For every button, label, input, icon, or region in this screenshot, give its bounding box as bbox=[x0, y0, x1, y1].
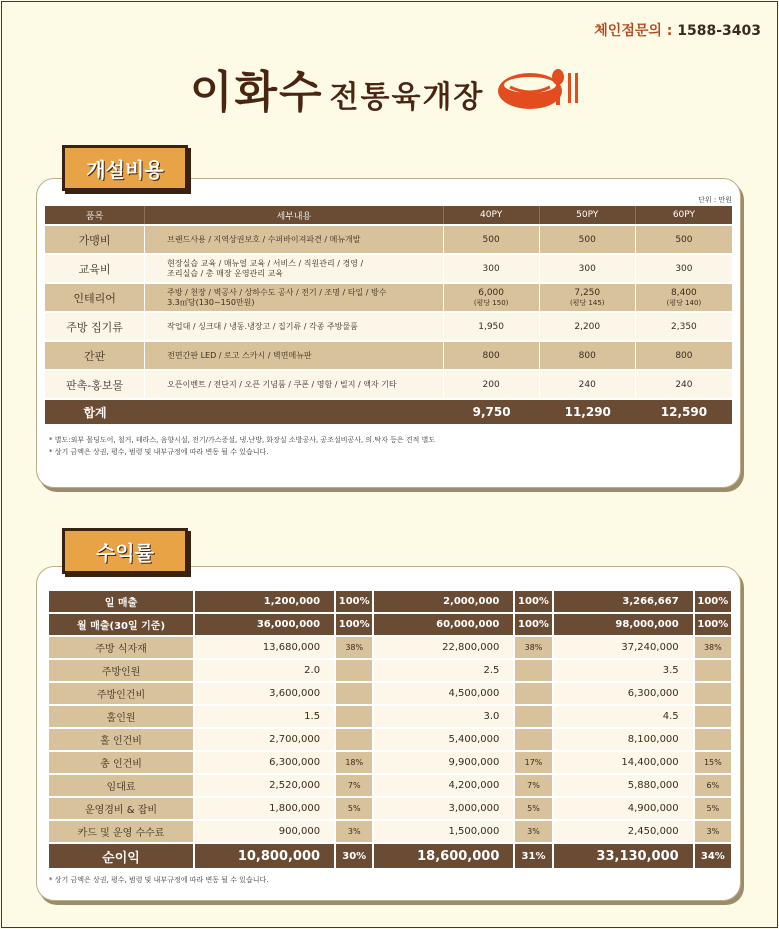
row-label: 월 매출(30일 기준) bbox=[49, 614, 193, 635]
percent-cell bbox=[693, 683, 731, 704]
row-label: 주방 식자재 bbox=[49, 637, 193, 658]
row-label: 총 인건비 bbox=[49, 752, 193, 773]
value-cell: 6,300,000 bbox=[552, 683, 693, 704]
percent-cell: 100% bbox=[693, 591, 731, 612]
note-line: * 별도:외부 몰딩도어, 철거, 테라스, 음향시설, 전기/가스증설, 냉.난방, 화장실 소방공사, 공조설비공사, 의.탁자 등은 견적 별도 bbox=[49, 436, 436, 444]
percent-cell: 5% bbox=[693, 798, 731, 819]
cost-50py: 800 bbox=[540, 342, 636, 369]
item-detail: 현장실습 교육 / 매뉴얼 교육 / 서비스 / 직원관리 / 경영 / 조리실습 / 총 매장 운영관리 교육 bbox=[145, 255, 443, 282]
contact-info bbox=[594, 20, 761, 40]
value-cell: 3.0 bbox=[372, 706, 513, 727]
cost-60py: 300 bbox=[636, 255, 732, 282]
contact-separator: : bbox=[661, 23, 678, 39]
table-row bbox=[49, 660, 731, 681]
percent-cell: 3% bbox=[334, 821, 372, 842]
total-row bbox=[45, 400, 732, 424]
percent-cell: 31% bbox=[513, 844, 551, 868]
item-name: 주방 집기류 bbox=[45, 313, 145, 340]
row-label: 홀 인건비 bbox=[49, 729, 193, 750]
cost-50py: 2,200 bbox=[540, 313, 636, 340]
cost-60py: 800 bbox=[636, 342, 732, 369]
section-tag-opening-cost: 개설비용 bbox=[62, 145, 188, 191]
table-row bbox=[49, 844, 731, 868]
value-cell: 5,880,000 bbox=[552, 775, 693, 796]
cost-40py: 800 bbox=[444, 342, 540, 369]
percent-cell: 100% bbox=[693, 614, 731, 635]
percent-cell: 3% bbox=[693, 821, 731, 842]
table-row bbox=[49, 683, 731, 704]
percent-cell: 30% bbox=[334, 844, 372, 868]
percent-cell: 7% bbox=[513, 775, 551, 796]
value-cell: 6,300,000 bbox=[193, 752, 334, 773]
percent-cell: 38% bbox=[513, 637, 551, 658]
brand-name: 이화수 전통육개장 bbox=[190, 67, 485, 118]
percent-cell: 15% bbox=[693, 752, 731, 773]
cost-60py: 2,350 bbox=[636, 313, 732, 340]
value-cell: 4,200,000 bbox=[372, 775, 513, 796]
value-cell: 22,800,000 bbox=[372, 637, 513, 658]
item-name: 판촉-홍보물 bbox=[45, 371, 145, 398]
table-row bbox=[45, 313, 732, 340]
item-detail: 오픈이벤트 / 전단지 / 오픈 기념품 / 쿠폰 / 명함 / 빌지 / 액자 기타 bbox=[145, 371, 443, 398]
cost-40py: 200 bbox=[444, 371, 540, 398]
item-name: 인테리어 bbox=[45, 284, 145, 311]
cost-60py: 240 bbox=[636, 371, 732, 398]
cost-notes bbox=[49, 434, 435, 458]
value-cell: 2,520,000 bbox=[193, 775, 334, 796]
table-row bbox=[49, 591, 731, 612]
table-row bbox=[49, 752, 731, 773]
value-cell: 37,240,000 bbox=[552, 637, 693, 658]
cost-60py: 500 bbox=[636, 226, 732, 253]
brand-logo bbox=[190, 58, 610, 118]
percent-cell bbox=[513, 660, 551, 681]
percent-cell: 6% bbox=[693, 775, 731, 796]
cost-50py: 500 bbox=[540, 226, 636, 253]
cost-40py: 500 bbox=[444, 226, 540, 253]
table-row bbox=[49, 614, 731, 635]
row-label: 홀인원 bbox=[49, 706, 193, 727]
value-cell: 1,800,000 bbox=[193, 798, 334, 819]
total-60py: 12,590 bbox=[636, 400, 732, 424]
row-label: 임대료 bbox=[49, 775, 193, 796]
table-row bbox=[49, 798, 731, 819]
value-cell: 2,000,000 bbox=[372, 591, 513, 612]
cost-60py: 8,400 (평당 140) bbox=[636, 284, 732, 311]
value-cell: 36,000,000 bbox=[193, 614, 334, 635]
percent-cell bbox=[334, 729, 372, 750]
row-label: 주방인건비 bbox=[49, 683, 193, 704]
value-cell: 8,100,000 bbox=[552, 729, 693, 750]
item-name: 교육비 bbox=[45, 255, 145, 282]
note-line: * 상기 금액은 상권, 평수, 범령 및 내부규정에 따라 변동 될 수 있습니다. bbox=[49, 448, 269, 456]
value-cell: 10,800,000 bbox=[193, 844, 334, 868]
percent-cell: 17% bbox=[513, 752, 551, 773]
row-label: 운영경비 & 잡비 bbox=[49, 798, 193, 819]
percent-cell: 5% bbox=[513, 798, 551, 819]
percent-cell: 5% bbox=[334, 798, 372, 819]
bowl-icon bbox=[492, 63, 582, 113]
percent-cell bbox=[334, 660, 372, 681]
value-cell: 3,000,000 bbox=[372, 798, 513, 819]
percent-cell bbox=[513, 683, 551, 704]
value-cell: 1.5 bbox=[193, 706, 334, 727]
value-cell: 98,000,000 bbox=[552, 614, 693, 635]
table-row bbox=[49, 637, 731, 658]
profit-note: * 상기 금액은 상권, 평수, 범령 및 내부규정에 따라 변동 될 수 있습니다. bbox=[49, 876, 269, 884]
table-header-row bbox=[45, 206, 732, 224]
table-row bbox=[49, 821, 731, 842]
section-tag-profit: 수익률 bbox=[62, 528, 188, 574]
value-cell: 900,000 bbox=[193, 821, 334, 842]
value-cell: 2.0 bbox=[193, 660, 334, 681]
value-cell: 13,680,000 bbox=[193, 637, 334, 658]
percent-cell bbox=[693, 729, 731, 750]
table-row bbox=[45, 342, 732, 369]
item-detail: 전면간판 LED / 로고 스카시 / 벽면메뉴판 bbox=[145, 342, 443, 369]
unit-label: 단위 : 만원 bbox=[698, 196, 732, 204]
value-cell: 2,700,000 bbox=[193, 729, 334, 750]
value-cell: 14,400,000 bbox=[552, 752, 693, 773]
value-cell: 3.5 bbox=[552, 660, 693, 681]
item-detail: 브랜드사용 / 지역상권보호 / 수퍼바이져파견 / 메뉴개발 bbox=[145, 226, 443, 253]
value-cell: 2.5 bbox=[372, 660, 513, 681]
percent-cell: 100% bbox=[334, 614, 372, 635]
table-row bbox=[49, 729, 731, 750]
contact-number: 1588-3403 bbox=[677, 23, 761, 39]
table-row bbox=[49, 706, 731, 727]
percent-cell: 100% bbox=[513, 614, 551, 635]
item-detail: 주방 / 천장 / 벽공사 / 상하수도 공사 / 전기 / 조명 / 타일 / 방수 3.3㎡당(130~150만원) bbox=[145, 284, 443, 311]
row-label: 일 매출 bbox=[49, 591, 193, 612]
percent-cell: 7% bbox=[334, 775, 372, 796]
column-header: 품목 bbox=[45, 206, 145, 224]
row-label: 카드 및 운영 수수료 bbox=[49, 821, 193, 842]
total-50py: 11,290 bbox=[540, 400, 636, 424]
percent-cell bbox=[513, 729, 551, 750]
percent-cell bbox=[693, 706, 731, 727]
percent-cell: 3% bbox=[513, 821, 551, 842]
opening-cost-table bbox=[45, 204, 732, 426]
contact-label: 체인점문의 bbox=[594, 23, 662, 39]
column-header: 50PY bbox=[540, 206, 636, 224]
item-name: 가맹비 bbox=[45, 226, 145, 253]
total-40py: 9,750 bbox=[444, 400, 540, 424]
column-header: 60PY bbox=[636, 206, 732, 224]
profit-card bbox=[36, 566, 741, 901]
table-row bbox=[45, 226, 732, 253]
percent-cell: 100% bbox=[513, 591, 551, 612]
table-row bbox=[45, 284, 732, 311]
total-label: 합계 bbox=[45, 400, 145, 424]
value-cell: 3,600,000 bbox=[193, 683, 334, 704]
item-detail: 작업대 / 싱크대 / 냉동.냉장고 / 집기류 / 각종 주방물품 bbox=[145, 313, 443, 340]
percent-cell: 100% bbox=[334, 591, 372, 612]
table-row bbox=[49, 775, 731, 796]
percent-cell: 38% bbox=[334, 637, 372, 658]
item-name: 간판 bbox=[45, 342, 145, 369]
cost-40py: 6,000 (평당 150) bbox=[444, 284, 540, 311]
percent-cell: 34% bbox=[693, 844, 731, 868]
cost-50py: 7,250 (평당 145) bbox=[540, 284, 636, 311]
cost-50py: 300 bbox=[540, 255, 636, 282]
percent-cell bbox=[693, 660, 731, 681]
value-cell: 4.5 bbox=[552, 706, 693, 727]
value-cell: 2,450,000 bbox=[552, 821, 693, 842]
percent-cell bbox=[334, 706, 372, 727]
profit-table bbox=[49, 589, 731, 870]
opening-cost-card bbox=[36, 178, 741, 488]
value-cell: 4,500,000 bbox=[372, 683, 513, 704]
percent-cell: 38% bbox=[693, 637, 731, 658]
table-row bbox=[45, 371, 732, 398]
value-cell: 3,266,667 bbox=[552, 591, 693, 612]
percent-cell bbox=[513, 706, 551, 727]
value-cell: 1,200,000 bbox=[193, 591, 334, 612]
row-label: 주방인원 bbox=[49, 660, 193, 681]
column-header: 40PY bbox=[444, 206, 540, 224]
value-cell: 9,900,000 bbox=[372, 752, 513, 773]
value-cell: 5,400,000 bbox=[372, 729, 513, 750]
column-header: 세부내용 bbox=[145, 206, 443, 224]
value-cell: 33,130,000 bbox=[552, 844, 693, 868]
cost-40py: 1,950 bbox=[444, 313, 540, 340]
table-row bbox=[45, 255, 732, 282]
row-label: 순이익 bbox=[49, 844, 193, 868]
cost-50py: 240 bbox=[540, 371, 636, 398]
value-cell: 18,600,000 bbox=[372, 844, 513, 868]
percent-cell bbox=[334, 683, 372, 704]
cost-40py: 300 bbox=[444, 255, 540, 282]
value-cell: 4,900,000 bbox=[552, 798, 693, 819]
value-cell: 60,000,000 bbox=[372, 614, 513, 635]
value-cell: 1,500,000 bbox=[372, 821, 513, 842]
percent-cell: 18% bbox=[334, 752, 372, 773]
